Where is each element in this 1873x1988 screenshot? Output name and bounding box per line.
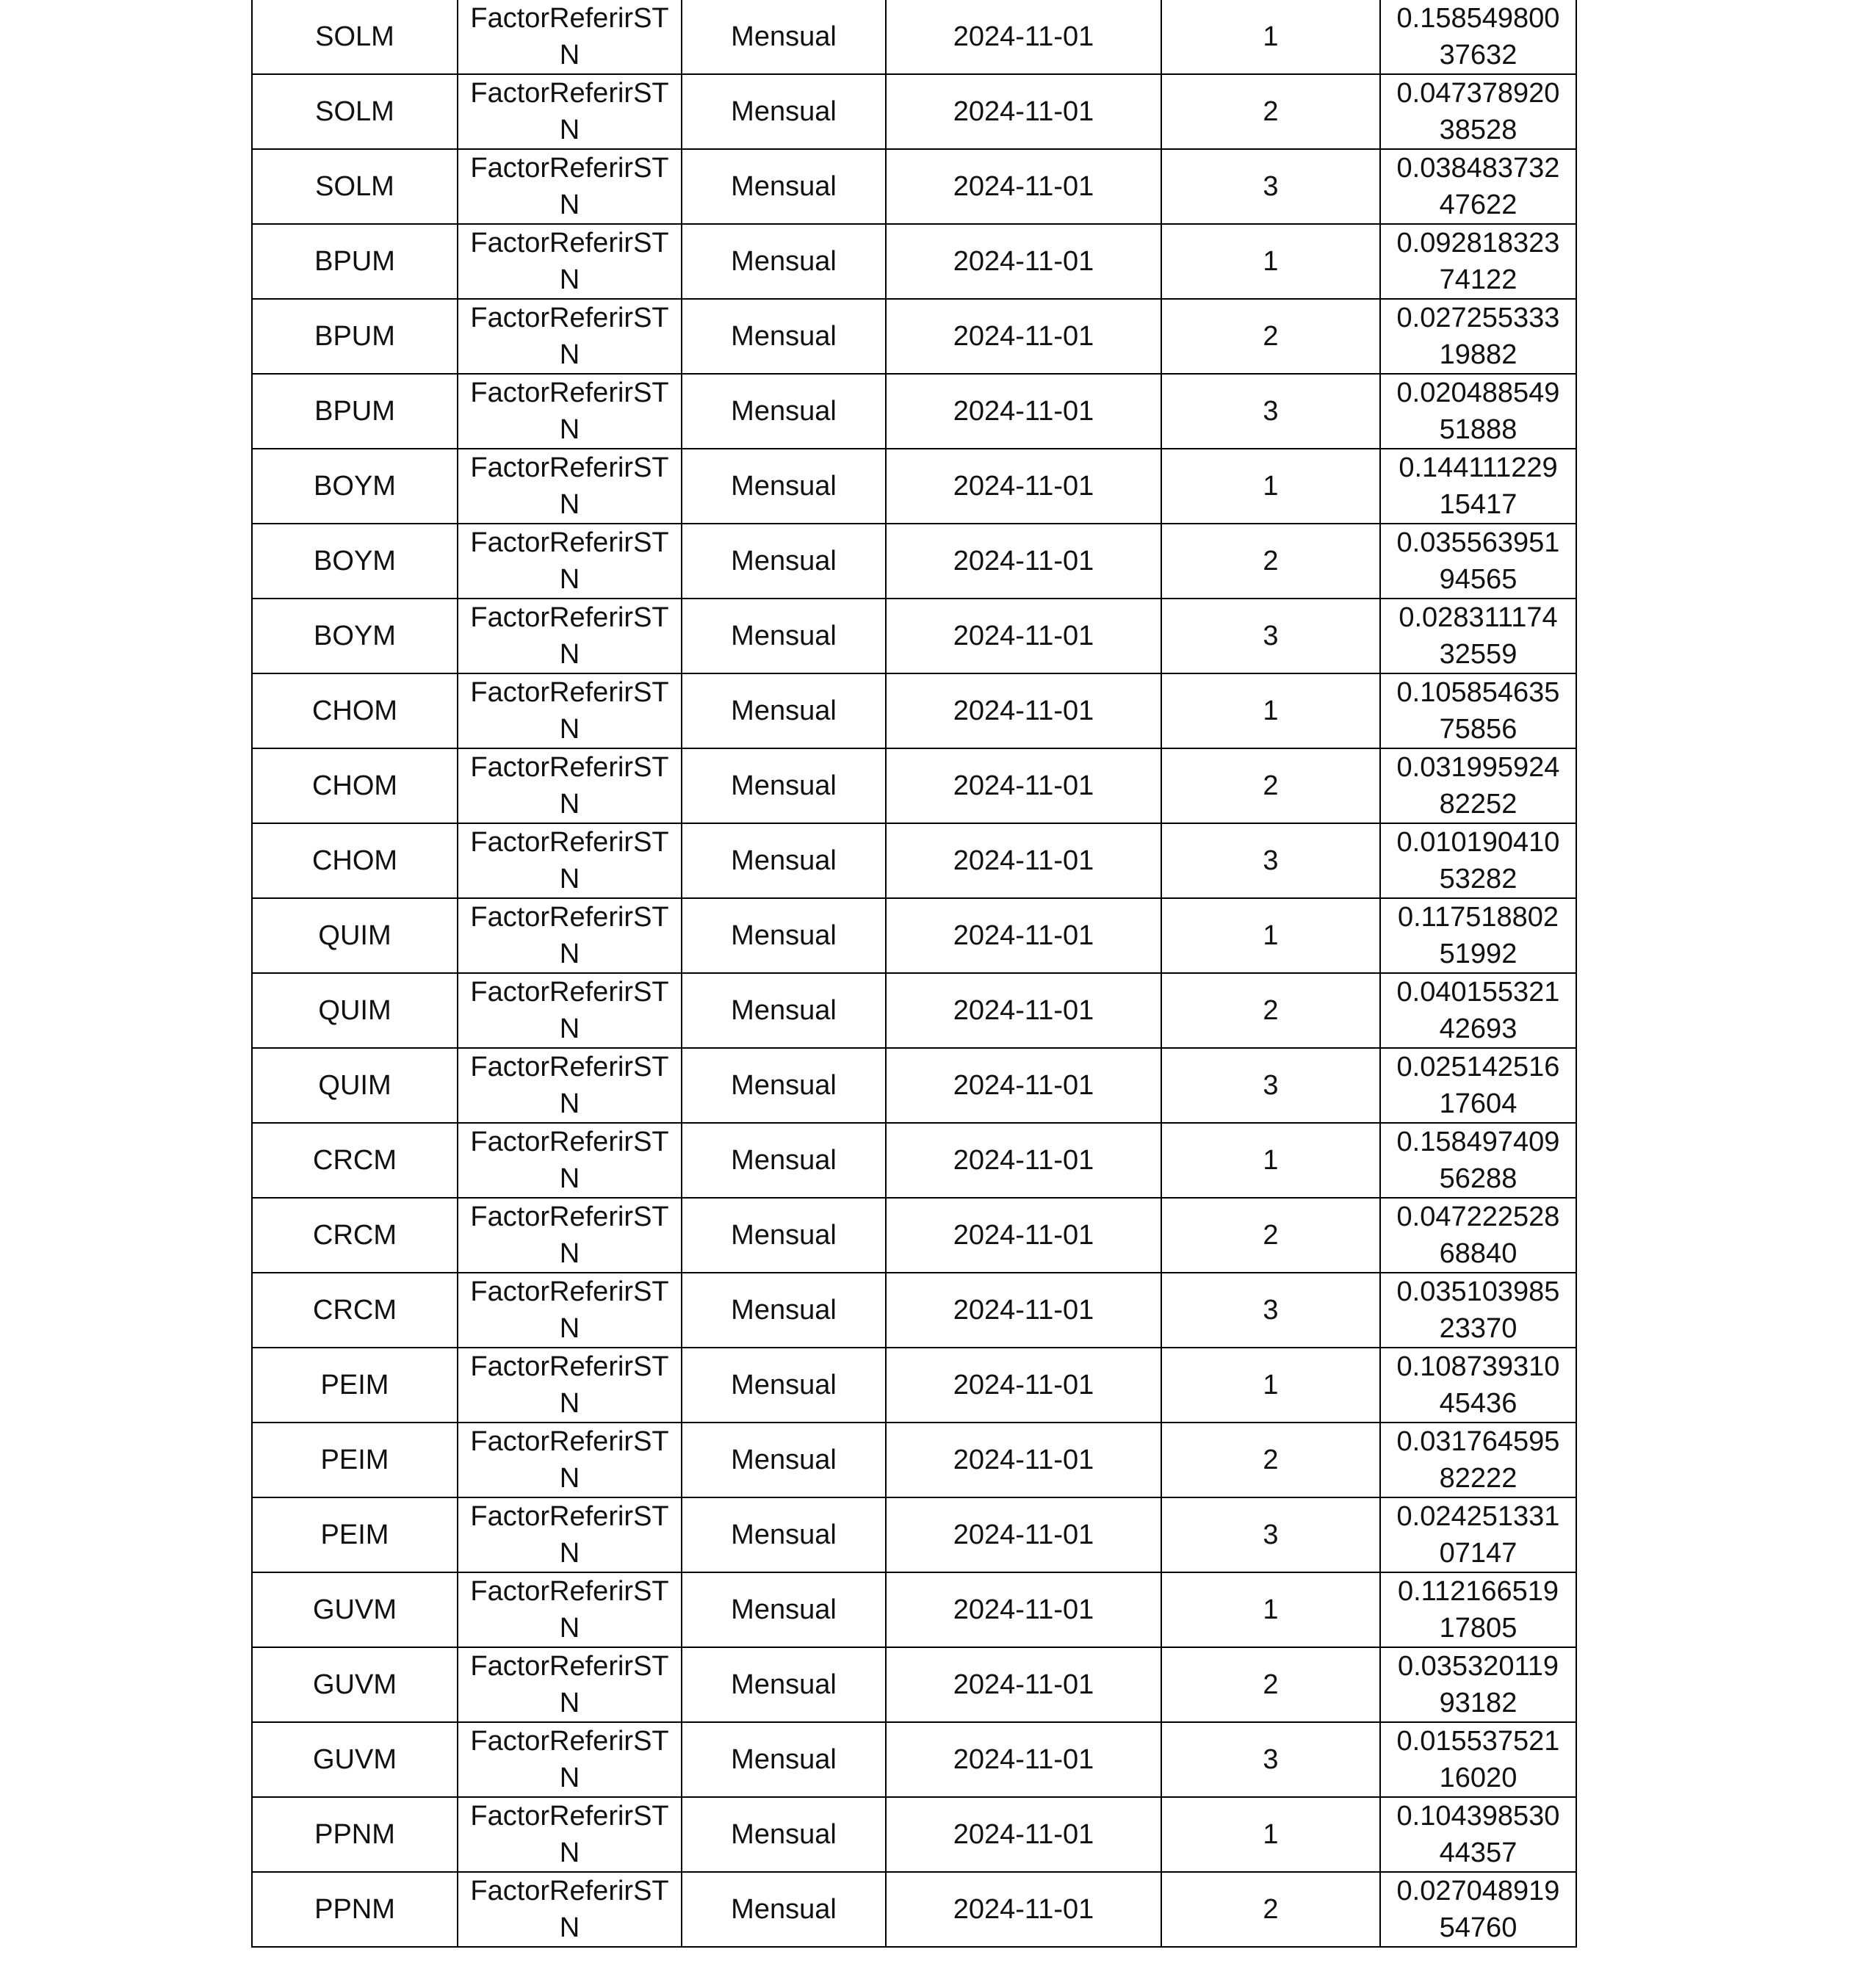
value-cell bbox=[1380, 823, 1576, 898]
frequency-cell: Mensual bbox=[682, 1572, 886, 1647]
frequency-cell: Mensual bbox=[682, 74, 886, 149]
date-cell: 2024-11-01 bbox=[886, 823, 1161, 898]
date-cell: 2024-11-01 bbox=[886, 1123, 1161, 1198]
value-cell-line: 0.104398530 bbox=[1396, 1801, 1560, 1832]
factor-cell bbox=[458, 748, 682, 823]
table-row bbox=[252, 898, 1576, 973]
period-cell: 1 bbox=[1161, 1572, 1380, 1647]
table-row bbox=[252, 374, 1576, 449]
date-cell: 2024-11-01 bbox=[886, 1048, 1161, 1123]
factor-cell-line: N bbox=[559, 40, 580, 71]
frequency-cell: Mensual bbox=[682, 1647, 886, 1722]
value-cell-line: 0.144111229 bbox=[1399, 452, 1558, 483]
value-cell bbox=[1380, 1048, 1576, 1123]
factor-cell-line: N bbox=[559, 1013, 580, 1044]
factor-cell-line: FactorReferirST bbox=[470, 153, 669, 184]
factor-cell bbox=[458, 449, 682, 524]
period-cell: 1 bbox=[1161, 1348, 1380, 1423]
value-cell-line: 0.027255333 bbox=[1396, 303, 1560, 333]
frequency-cell: Mensual bbox=[682, 299, 886, 374]
value-cell bbox=[1380, 1797, 1576, 1872]
value-cell-line: 0.040155321 bbox=[1396, 977, 1560, 1008]
value-cell-line: 0.024251331 bbox=[1396, 1501, 1560, 1532]
period-cell: 3 bbox=[1161, 149, 1380, 224]
value-cell bbox=[1380, 898, 1576, 973]
table-row bbox=[252, 1797, 1576, 1872]
value-cell-line: 0.092818323 bbox=[1396, 228, 1560, 259]
factor-cell-line: FactorReferirST bbox=[470, 977, 669, 1008]
value-cell bbox=[1380, 1572, 1576, 1647]
frequency-cell: Mensual bbox=[682, 673, 886, 748]
value-cell-line: 0.035563951 bbox=[1396, 527, 1560, 558]
code-cell: BPUM bbox=[252, 299, 458, 374]
factor-cell-line: FactorReferirST bbox=[470, 1201, 669, 1232]
factor-cell-line: N bbox=[559, 339, 580, 370]
period-cell: 2 bbox=[1161, 74, 1380, 149]
code-cell: CHOM bbox=[252, 823, 458, 898]
factor-cell-line: FactorReferirST bbox=[470, 1127, 669, 1157]
date-cell: 2024-11-01 bbox=[886, 299, 1161, 374]
value-cell-line: 54760 bbox=[1439, 1912, 1517, 1943]
date-cell: 2024-11-01 bbox=[886, 0, 1161, 74]
value-cell-line: 51992 bbox=[1439, 939, 1517, 969]
value-cell bbox=[1380, 1348, 1576, 1423]
period-cell: 2 bbox=[1161, 748, 1380, 823]
factor-cell-line: N bbox=[559, 1613, 580, 1644]
factor-cell bbox=[458, 1273, 682, 1348]
period-cell: 1 bbox=[1161, 673, 1380, 748]
factor-cell bbox=[458, 74, 682, 149]
code-cell: PEIM bbox=[252, 1348, 458, 1423]
period-cell: 2 bbox=[1161, 1423, 1380, 1497]
factor-cell-line: N bbox=[559, 1313, 580, 1344]
value-cell-line: 47622 bbox=[1439, 189, 1517, 220]
factor-cell-line: N bbox=[559, 1388, 580, 1419]
value-cell bbox=[1380, 1198, 1576, 1273]
table-row bbox=[252, 299, 1576, 374]
value-cell-line: 17805 bbox=[1439, 1613, 1517, 1644]
factor-cell bbox=[458, 299, 682, 374]
code-cell: BPUM bbox=[252, 224, 458, 299]
factor-cell bbox=[458, 1123, 682, 1198]
value-cell-line: 0.112166519 bbox=[1397, 1576, 1559, 1607]
value-cell-line: 0.027048919 bbox=[1396, 1876, 1560, 1906]
frequency-cell: Mensual bbox=[682, 149, 886, 224]
value-cell bbox=[1380, 1273, 1576, 1348]
code-cell: CRCM bbox=[252, 1273, 458, 1348]
table-row bbox=[252, 224, 1576, 299]
period-cell: 3 bbox=[1161, 1497, 1380, 1572]
value-cell-line: 0.047222528 bbox=[1396, 1201, 1560, 1232]
factor-cell bbox=[458, 599, 682, 673]
code-cell: BPUM bbox=[252, 374, 458, 449]
code-cell: CRCM bbox=[252, 1198, 458, 1273]
period-cell: 3 bbox=[1161, 374, 1380, 449]
period-cell: 1 bbox=[1161, 1797, 1380, 1872]
factor-cell bbox=[458, 1872, 682, 1947]
code-cell: GUVM bbox=[252, 1572, 458, 1647]
factor-cell-line: N bbox=[559, 1912, 580, 1943]
factor-cell-line: N bbox=[559, 115, 580, 145]
date-cell: 2024-11-01 bbox=[886, 1647, 1161, 1722]
code-cell: SOLM bbox=[252, 0, 458, 74]
period-cell: 1 bbox=[1161, 898, 1380, 973]
date-cell: 2024-11-01 bbox=[886, 599, 1161, 673]
table-row bbox=[252, 1273, 1576, 1348]
date-cell: 2024-11-01 bbox=[886, 1497, 1161, 1572]
value-cell-line: 0.028311174 bbox=[1399, 602, 1558, 633]
code-cell: PEIM bbox=[252, 1497, 458, 1572]
table-row bbox=[252, 1647, 1576, 1722]
value-cell-line: 38528 bbox=[1439, 115, 1517, 145]
value-cell-line: 0.031764595 bbox=[1396, 1426, 1560, 1457]
factor-cell-line: FactorReferirST bbox=[470, 3, 669, 34]
factor-cell-line: FactorReferirST bbox=[470, 1651, 669, 1682]
value-cell-line: 0.117518802 bbox=[1397, 902, 1559, 933]
value-cell-line: 0.020488549 bbox=[1396, 377, 1560, 408]
date-cell: 2024-11-01 bbox=[886, 898, 1161, 973]
value-cell-line: 68840 bbox=[1439, 1238, 1517, 1269]
factor-cell-line: N bbox=[559, 864, 580, 894]
value-cell bbox=[1380, 599, 1576, 673]
table-row bbox=[252, 74, 1576, 149]
value-cell-line: 07147 bbox=[1439, 1538, 1517, 1569]
factor-cell bbox=[458, 524, 682, 599]
table-row bbox=[252, 1123, 1576, 1198]
factor-cell bbox=[458, 1797, 682, 1872]
date-cell: 2024-11-01 bbox=[886, 74, 1161, 149]
period-cell: 3 bbox=[1161, 1722, 1380, 1797]
period-cell: 1 bbox=[1161, 449, 1380, 524]
factor-cell bbox=[458, 149, 682, 224]
value-cell bbox=[1380, 973, 1576, 1048]
date-cell: 2024-11-01 bbox=[886, 748, 1161, 823]
period-cell: 3 bbox=[1161, 1048, 1380, 1123]
factor-cell-line: FactorReferirST bbox=[470, 452, 669, 483]
value-cell-line: 16020 bbox=[1439, 1763, 1517, 1793]
frequency-cell: Mensual bbox=[682, 973, 886, 1048]
value-cell bbox=[1380, 1123, 1576, 1198]
period-cell: 1 bbox=[1161, 224, 1380, 299]
date-cell: 2024-11-01 bbox=[886, 524, 1161, 599]
date-cell: 2024-11-01 bbox=[886, 1722, 1161, 1797]
code-cell: PPNM bbox=[252, 1797, 458, 1872]
table-row bbox=[252, 673, 1576, 748]
factor-cell bbox=[458, 898, 682, 973]
frequency-cell: Mensual bbox=[682, 1123, 886, 1198]
code-cell: QUIM bbox=[252, 898, 458, 973]
period-cell: 1 bbox=[1161, 1123, 1380, 1198]
date-cell: 2024-11-01 bbox=[886, 224, 1161, 299]
factor-cell-line: FactorReferirST bbox=[470, 752, 669, 783]
period-cell: 2 bbox=[1161, 299, 1380, 374]
factor-cell-line: N bbox=[559, 639, 580, 670]
code-cell: PEIM bbox=[252, 1423, 458, 1497]
table-row bbox=[252, 1198, 1576, 1273]
factor-cell-line: N bbox=[559, 1463, 580, 1494]
factor-cell-line: FactorReferirST bbox=[470, 1726, 669, 1757]
date-cell: 2024-11-01 bbox=[886, 1572, 1161, 1647]
code-cell: GUVM bbox=[252, 1722, 458, 1797]
value-cell-line: 19882 bbox=[1439, 339, 1517, 370]
value-cell-line: 51888 bbox=[1439, 414, 1517, 445]
code-cell: GUVM bbox=[252, 1647, 458, 1722]
value-cell-line: 75856 bbox=[1439, 714, 1517, 745]
value-cell bbox=[1380, 1647, 1576, 1722]
table-row bbox=[252, 1722, 1576, 1797]
table-row bbox=[252, 449, 1576, 524]
frequency-cell: Mensual bbox=[682, 1348, 886, 1423]
value-cell-line: 0.038483732 bbox=[1396, 153, 1560, 184]
value-cell-line: 0.108739310 bbox=[1396, 1351, 1560, 1382]
factor-cell-line: N bbox=[559, 564, 580, 595]
table-row bbox=[252, 149, 1576, 224]
value-cell-line: 94565 bbox=[1439, 564, 1517, 595]
frequency-cell: Mensual bbox=[682, 599, 886, 673]
date-cell: 2024-11-01 bbox=[886, 1348, 1161, 1423]
value-cell-line: 0.031995924 bbox=[1396, 752, 1560, 783]
frequency-cell: Mensual bbox=[682, 1797, 886, 1872]
factor-cell bbox=[458, 1572, 682, 1647]
value-cell-line: 23370 bbox=[1439, 1313, 1517, 1344]
factor-cell-line: N bbox=[559, 1763, 580, 1793]
frequency-cell: Mensual bbox=[682, 1722, 886, 1797]
factor-cell bbox=[458, 1722, 682, 1797]
value-cell-line: 56288 bbox=[1439, 1163, 1517, 1194]
frequency-cell: Mensual bbox=[682, 748, 886, 823]
value-cell-line: 82222 bbox=[1439, 1463, 1517, 1494]
factor-cell-line: N bbox=[559, 1238, 580, 1269]
data-table bbox=[251, 0, 1577, 1948]
factor-cell-line: FactorReferirST bbox=[470, 1801, 669, 1832]
code-cell: CHOM bbox=[252, 748, 458, 823]
factor-cell-line: FactorReferirST bbox=[470, 1426, 669, 1457]
table-row bbox=[252, 1048, 1576, 1123]
value-cell-line: 42693 bbox=[1439, 1013, 1517, 1044]
value-cell bbox=[1380, 149, 1576, 224]
period-cell: 1 bbox=[1161, 0, 1380, 74]
frequency-cell: Mensual bbox=[682, 898, 886, 973]
factor-cell-line: N bbox=[559, 489, 580, 520]
value-cell-line: 37632 bbox=[1439, 40, 1517, 71]
factor-cell-line: N bbox=[559, 1688, 580, 1718]
table-row bbox=[252, 524, 1576, 599]
frequency-cell: Mensual bbox=[682, 1497, 886, 1572]
period-cell: 3 bbox=[1161, 599, 1380, 673]
frequency-cell: Mensual bbox=[682, 823, 886, 898]
value-cell-line: 44357 bbox=[1439, 1837, 1517, 1868]
factor-cell bbox=[458, 973, 682, 1048]
value-cell bbox=[1380, 74, 1576, 149]
table-row bbox=[252, 823, 1576, 898]
frequency-cell: Mensual bbox=[682, 524, 886, 599]
factor-cell-line: FactorReferirST bbox=[470, 1576, 669, 1607]
value-cell-line: 74122 bbox=[1439, 264, 1517, 295]
frequency-cell: Mensual bbox=[682, 1198, 886, 1273]
value-cell-line: 93182 bbox=[1439, 1688, 1517, 1718]
factor-cell bbox=[458, 1647, 682, 1722]
frequency-cell: Mensual bbox=[682, 1423, 886, 1497]
period-cell: 2 bbox=[1161, 1198, 1380, 1273]
date-cell: 2024-11-01 bbox=[886, 374, 1161, 449]
frequency-cell: Mensual bbox=[682, 449, 886, 524]
value-cell bbox=[1380, 1497, 1576, 1572]
factor-cell-line: FactorReferirST bbox=[470, 827, 669, 858]
value-cell-line: 32559 bbox=[1439, 639, 1517, 670]
factor-cell-line: FactorReferirST bbox=[470, 1876, 669, 1906]
code-cell: CRCM bbox=[252, 1123, 458, 1198]
value-cell-line: 0.025142516 bbox=[1396, 1052, 1560, 1082]
value-cell bbox=[1380, 748, 1576, 823]
value-cell-line: 0.158497409 bbox=[1396, 1127, 1560, 1157]
value-cell-line: 0.105854635 bbox=[1396, 677, 1560, 708]
period-cell: 2 bbox=[1161, 1872, 1380, 1947]
factor-cell bbox=[458, 224, 682, 299]
value-cell-line: 0.158549800 bbox=[1396, 3, 1560, 34]
period-cell: 2 bbox=[1161, 1647, 1380, 1722]
code-cell: BOYM bbox=[252, 449, 458, 524]
factor-cell-line: N bbox=[559, 414, 580, 445]
value-cell-line: 0.010190410 bbox=[1396, 827, 1560, 858]
period-cell: 2 bbox=[1161, 973, 1380, 1048]
date-cell: 2024-11-01 bbox=[886, 1273, 1161, 1348]
date-cell: 2024-11-01 bbox=[886, 673, 1161, 748]
code-cell: PPNM bbox=[252, 1872, 458, 1947]
table-row bbox=[252, 1872, 1576, 1947]
frequency-cell: Mensual bbox=[682, 1273, 886, 1348]
factor-cell bbox=[458, 1423, 682, 1497]
date-cell: 2024-11-01 bbox=[886, 1797, 1161, 1872]
table-row bbox=[252, 973, 1576, 1048]
table-row bbox=[252, 748, 1576, 823]
value-cell bbox=[1380, 299, 1576, 374]
factor-cell-line: FactorReferirST bbox=[470, 1276, 669, 1307]
factor-cell-line: N bbox=[559, 1538, 580, 1569]
period-cell: 3 bbox=[1161, 823, 1380, 898]
period-cell: 2 bbox=[1161, 524, 1380, 599]
date-cell: 2024-11-01 bbox=[886, 449, 1161, 524]
factor-cell-line: FactorReferirST bbox=[470, 1351, 669, 1382]
frequency-cell: Mensual bbox=[682, 374, 886, 449]
factor-cell-line: FactorReferirST bbox=[470, 677, 669, 708]
date-cell: 2024-11-01 bbox=[886, 1423, 1161, 1497]
factor-cell bbox=[458, 823, 682, 898]
value-cell bbox=[1380, 1872, 1576, 1947]
factor-cell-line: N bbox=[559, 1088, 580, 1119]
factor-cell-line: N bbox=[559, 789, 580, 820]
factor-cell-line: FactorReferirST bbox=[470, 377, 669, 408]
factor-cell-line: FactorReferirST bbox=[470, 527, 669, 558]
table-row bbox=[252, 0, 1576, 74]
value-cell bbox=[1380, 449, 1576, 524]
frequency-cell: Mensual bbox=[682, 0, 886, 74]
factor-cell-line: FactorReferirST bbox=[470, 902, 669, 933]
factor-cell bbox=[458, 1497, 682, 1572]
factor-cell-line: FactorReferirST bbox=[470, 303, 669, 333]
value-cell bbox=[1380, 524, 1576, 599]
table-body bbox=[252, 0, 1576, 1947]
value-cell bbox=[1380, 0, 1576, 74]
value-cell-line: 0.035320119 bbox=[1397, 1651, 1559, 1682]
value-cell-line: 0.035103985 bbox=[1396, 1276, 1560, 1307]
factor-cell-line: N bbox=[559, 939, 580, 969]
value-cell-line: 45436 bbox=[1439, 1388, 1517, 1419]
factor-cell-line: N bbox=[559, 714, 580, 745]
date-cell: 2024-11-01 bbox=[886, 973, 1161, 1048]
table-row bbox=[252, 1423, 1576, 1497]
value-cell bbox=[1380, 1423, 1576, 1497]
table-row bbox=[252, 1497, 1576, 1572]
factor-cell bbox=[458, 374, 682, 449]
value-cell-line: 0.047378920 bbox=[1396, 78, 1560, 109]
code-cell: SOLM bbox=[252, 149, 458, 224]
factor-cell-line: FactorReferirST bbox=[470, 1501, 669, 1532]
value-cell-line: 0.015537521 bbox=[1396, 1726, 1560, 1757]
code-cell: QUIM bbox=[252, 1048, 458, 1123]
value-cell bbox=[1380, 224, 1576, 299]
factor-cell-line: N bbox=[559, 264, 580, 295]
value-cell bbox=[1380, 673, 1576, 748]
table-row bbox=[252, 1348, 1576, 1423]
factor-cell-line: N bbox=[559, 189, 580, 220]
table-row bbox=[252, 599, 1576, 673]
factor-cell bbox=[458, 1198, 682, 1273]
code-cell: SOLM bbox=[252, 74, 458, 149]
table-row bbox=[252, 1572, 1576, 1647]
factor-cell-line: FactorReferirST bbox=[470, 1052, 669, 1082]
date-cell: 2024-11-01 bbox=[886, 149, 1161, 224]
frequency-cell: Mensual bbox=[682, 1872, 886, 1947]
date-cell: 2024-11-01 bbox=[886, 1198, 1161, 1273]
date-cell: 2024-11-01 bbox=[886, 1872, 1161, 1947]
value-cell bbox=[1380, 1722, 1576, 1797]
factor-cell bbox=[458, 673, 682, 748]
period-cell: 3 bbox=[1161, 1273, 1380, 1348]
value-cell-line: 53282 bbox=[1439, 864, 1517, 894]
code-cell: QUIM bbox=[252, 973, 458, 1048]
factor-cell bbox=[458, 1348, 682, 1423]
factor-cell-line: FactorReferirST bbox=[470, 228, 669, 259]
factor-cell-line: FactorReferirST bbox=[470, 602, 669, 633]
code-cell: CHOM bbox=[252, 673, 458, 748]
factor-cell bbox=[458, 1048, 682, 1123]
frequency-cell: Mensual bbox=[682, 1048, 886, 1123]
value-cell-line: 17604 bbox=[1439, 1088, 1517, 1119]
factor-cell bbox=[458, 0, 682, 74]
value-cell-line: 82252 bbox=[1439, 789, 1517, 820]
value-cell bbox=[1380, 374, 1576, 449]
factor-cell-line: N bbox=[559, 1163, 580, 1194]
frequency-cell: Mensual bbox=[682, 224, 886, 299]
code-cell: BOYM bbox=[252, 524, 458, 599]
factor-cell-line: FactorReferirST bbox=[470, 78, 669, 109]
value-cell-line: 15417 bbox=[1439, 489, 1517, 520]
factor-cell-line: N bbox=[559, 1837, 580, 1868]
code-cell: BOYM bbox=[252, 599, 458, 673]
